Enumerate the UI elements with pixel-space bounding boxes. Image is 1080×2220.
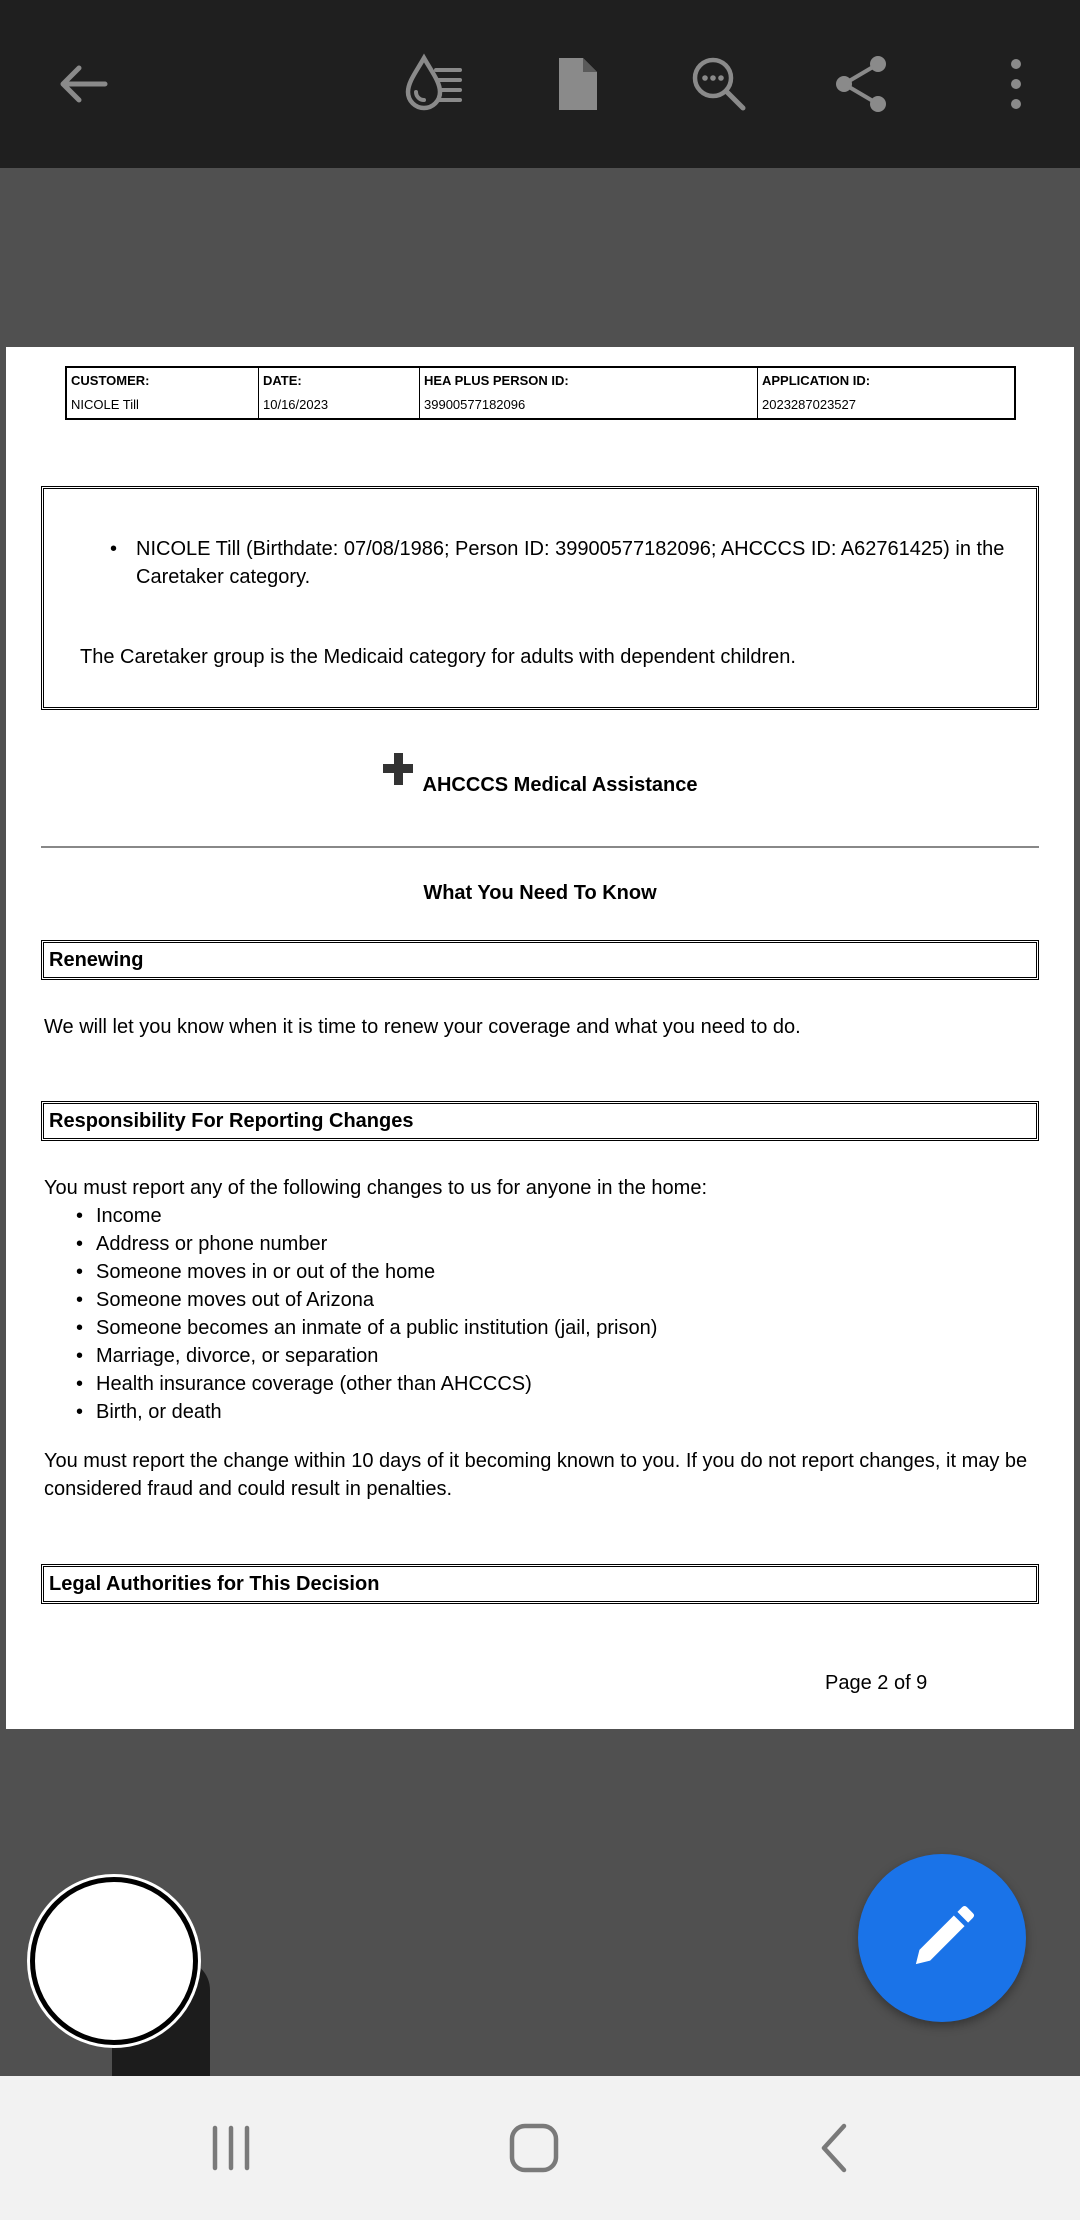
reporting-heading: Responsibility For Reporting Changes [41,1101,1039,1141]
search-text-icon[interactable] [679,44,759,124]
eligibility-bullet: • NICOLE Till (Birthdate: 07/08/1986; Person ID: 39900577182096; AHCCCS ID: A62761425) in the Caretaker category. [110,535,1010,591]
person-id-value: 39900577182096 [424,397,526,412]
customer-label: CUSTOMER: [71,373,150,388]
magnifier-loupe[interactable] [30,1877,198,2045]
list-item: • Someone moves in or out of the home [96,1258,657,1286]
caretaker-note: The Caretaker group is the Medicaid category for adults with dependent children. [80,646,796,668]
back-arrow-icon[interactable] [43,44,123,124]
medical-cross-icon [383,753,413,785]
page-view-icon[interactable] [537,44,617,124]
home-icon[interactable] [494,2108,574,2188]
list-item: • Someone moves out of Arizona [96,1286,657,1314]
reporting-deadline-text: You must report the change within 10 days of it becoming known to you. If you do not report changes, it may be considered fraud and could result in penalties. [44,1450,1028,1500]
assistance-title: AHCCCS Medical Assistance [422,774,698,796]
renewing-heading: Renewing [41,940,1039,980]
customer-cell [67,368,259,418]
customer-value: NICOLE Till [71,397,139,412]
what-you-need-to-know-heading: What You Need To Know [423,882,657,904]
pencil-icon [904,1900,980,1976]
list-item: • Birth, or death [96,1398,657,1426]
page-number: Page 2 of 9 [825,1672,928,1694]
list-item: • Someone becomes an inmate of a public institution (jail, prison) [96,1314,657,1342]
application-id-cell [758,368,1014,418]
list-item: • Income [96,1202,657,1230]
reading-mode-icon[interactable] [394,44,474,124]
list-item: • Marriage, divorce, or separation [96,1342,657,1370]
recent-apps-icon[interactable] [191,2108,271,2188]
date-value: 10/16/2023 [263,397,329,412]
section-divider [41,846,1039,848]
share-icon[interactable] [822,44,902,124]
customer-info-table [65,366,1016,420]
renewing-text: We will let you know when it is time to renew your coverage and what you need to do. [44,1016,801,1038]
legal-authorities-heading: Legal Authorities for This Decision [41,1564,1039,1604]
list-item: • Health insurance coverage (other than AHCCCS) [96,1370,657,1398]
date-label: DATE: [263,373,302,388]
eligibility-box [41,486,1039,710]
edit-button[interactable] [858,1854,1026,2022]
changes-list [96,1202,657,1426]
application-id-label: APPLICATION ID: [762,373,871,388]
person-id-cell [420,368,758,418]
top-toolbar [0,0,1080,168]
reporting-intro: You must report any of the following changes to us for anyone in the home: [44,1177,708,1199]
person-id-label: HEA PLUS PERSON ID: [424,373,569,388]
system-navigation-bar [0,2076,1080,2220]
list-item: • Address or phone number [96,1230,657,1258]
document-page [6,347,1074,1729]
back-nav-icon[interactable] [796,2108,876,2188]
assistance-heading [6,753,1074,797]
date-cell [259,368,420,418]
application-id-value: 2023287023527 [762,397,856,412]
more-options-icon[interactable] [968,44,1048,124]
